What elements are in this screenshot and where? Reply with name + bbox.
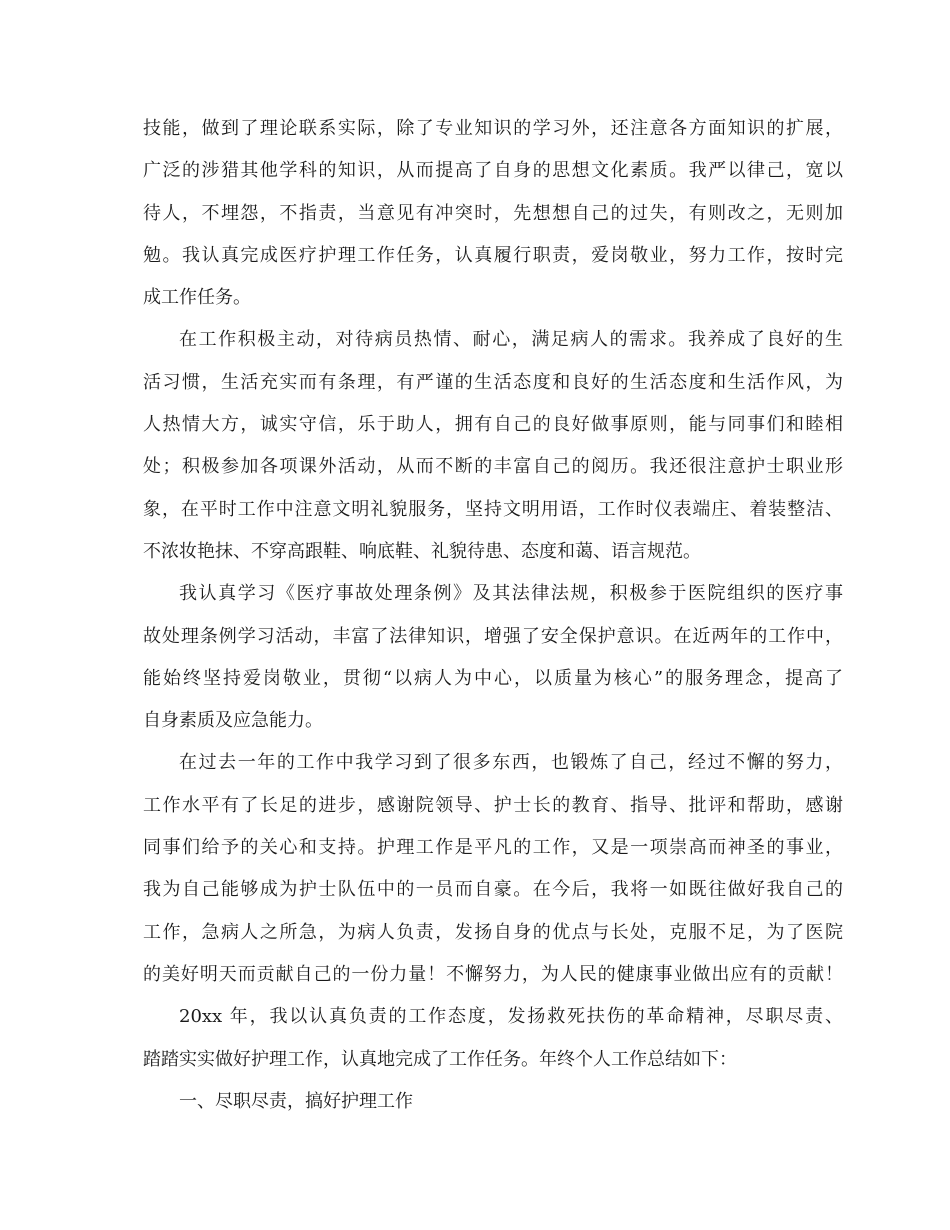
text-line: 人热情大方，诚实守信，乐于助人，拥有自己的良好做事原则，能与同事们和睦相 (143, 414, 843, 436)
text-line: 一、尽职尽责，搞好护理工作 (179, 1090, 413, 1112)
text-line: 技能，做到了理论联系实际，除了专业知识的学习外，还注意各方面知识的扩展， (143, 118, 843, 139)
text-line: 踏踏实实做好护理工作，认真地完成了工作任务。年终个人工作总结如下： (143, 1048, 737, 1070)
text-line: 故处理条例学习活动，丰富了法律知识，增强了安全保护意识。在近两年的工作中， (143, 625, 843, 647)
text-line: 工作，急病人之所急，为病人负责，发扬自身的优点与长处，克服不足，为了医院 (143, 921, 843, 943)
text-line: 广泛的涉猎其他学科的知识，从而提高了自身的思想文化素质。我严以律己，宽以 (143, 160, 843, 182)
text-line: 能始终坚持爱岗敬业，贯彻“以病人为中心，以质量为核心”的服务理念，提高了 (143, 667, 843, 689)
text-line: 成工作任务。 (143, 287, 251, 309)
text-line: 象，在平时工作中注意文明礼貌服务，坚持文明用语，工作时仪表端庄、着装整洁、 (143, 498, 843, 520)
text-line: 我为自己能够成为护士队伍中的一员而自豪。在今后，我将一如既往做好我自己的 (143, 879, 843, 901)
document-body (143, 108, 843, 1123)
text-line: 工作水平有了长足的进步，感谢院领导、护士长的教育、指导、批评和帮助，感谢 (143, 794, 843, 816)
text-line: 待人，不埋怨，不指责，当意见有冲突时，先想想自己的过失，有则改之，无则加 (143, 202, 843, 224)
text-line: 同事们给予的关心和支持。护理工作是平凡的工作，又是一项崇高而神圣的事业， (143, 837, 843, 859)
text-line: 自身素质及应急能力。 (143, 710, 323, 732)
text-line: 我认真学习《医疗事故处理条例》及其法律法规，积极参于医院组织的医疗事 (179, 583, 843, 605)
text-line: 不浓妆艳抹、不穿高跟鞋、响底鞋、礼貌待患、态度和蔼、语言规范。 (143, 540, 701, 562)
text-line: 的美好明天而贡献自己的一份力量！不懈努力，为人民的健康事业做出应有的贡献！ (143, 963, 843, 985)
text-line: 勉。我认真完成医疗护理工作任务，认真履行职责，爱岗敬业，努力工作，按时完 (143, 244, 843, 266)
text-line: 在过去一年的工作中我学习到了很多东西，也锻炼了自己，经过不懈的努力， (179, 752, 843, 774)
text-line: 在工作积极主动，对待病员热情、耐心，满足病人的需求。我养成了良好的生 (179, 329, 843, 351)
text-line: 活习惯，生活充实而有条理，有严谨的生活态度和良好的生活态度和生活作风，为 (143, 371, 843, 393)
text-line: 处；积极参加各项课外活动，从而不断的丰富自己的阅历。我还很注意护士职业形 (143, 456, 843, 478)
text-line: 20xx 年，我以认真负责的工作态度，发扬救死扶伤的革命精神，尽职尽责、 (179, 1006, 843, 1028)
